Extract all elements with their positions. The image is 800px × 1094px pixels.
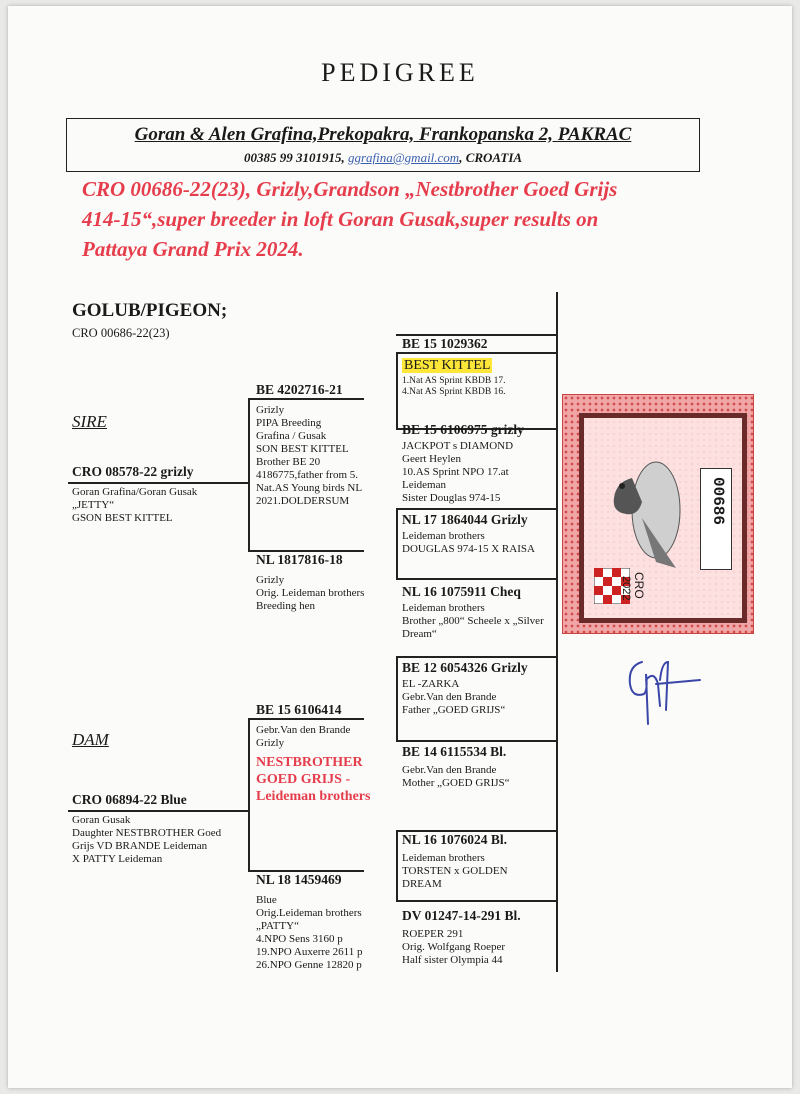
owner-box bbox=[66, 118, 700, 172]
sire-entry bbox=[72, 464, 197, 525]
tree-line bbox=[248, 718, 250, 870]
pigeon-info: EL -ZARKA Gebr.Van den Brande Father „GOED GRIJS“ bbox=[402, 678, 506, 716]
ring-number: BE 15 6106975 grizly bbox=[402, 422, 524, 437]
owner-email[interactable]: ggrafina@gmail.com bbox=[347, 150, 460, 165]
pigeon-info: Gebr.Van den Brande Grizly bbox=[256, 724, 351, 749]
sds-entry bbox=[402, 512, 535, 556]
tree-line bbox=[396, 830, 398, 900]
pigeon-label: GOLUB/PIGEON; bbox=[72, 300, 228, 321]
dam-sire-entry bbox=[256, 702, 370, 805]
stamp-number: 00686 bbox=[709, 477, 727, 526]
stamp-frame bbox=[579, 413, 747, 623]
tree-line bbox=[556, 292, 558, 972]
ring-number: CRO 08578-22 grizly bbox=[72, 464, 194, 479]
dam-dam-entry bbox=[256, 872, 363, 972]
stamp-year: 2022 bbox=[620, 576, 632, 601]
tree-line bbox=[396, 740, 556, 742]
dsd-entry bbox=[402, 744, 510, 790]
pedigree-sheet bbox=[8, 6, 792, 1088]
tree-line bbox=[396, 352, 398, 428]
ring-number: NL 16 1076024 Bl. bbox=[402, 832, 508, 847]
highlight-note: NESTBROTHER GOED GRIJS - Leideman brothers bbox=[256, 755, 371, 804]
dam-entry bbox=[72, 792, 221, 866]
pigeon-info: Goran Grafina/Goran Gusak „JETTY“ GSON BEST KITTEL bbox=[72, 486, 198, 524]
tree-line bbox=[396, 656, 398, 740]
sire-label: SIRE bbox=[72, 412, 107, 431]
ring-number: BE 12 6054326 Grizly bbox=[402, 660, 528, 675]
stamp-number-box bbox=[700, 468, 732, 570]
pigeon-info: JACKPOT s DIAMOND Geert Heylen 10.AS Sprint NPO 17.at Leideman Sister Douglas 974-15 bbox=[402, 440, 514, 504]
ddd-entry bbox=[402, 908, 521, 967]
pigeon-info: 1.Nat AS Sprint KBDB 17. 4.Nat AS Sprint KBDB 16. bbox=[402, 376, 506, 397]
pigeon-info: Leideman brothers TORSTEN x GOLDEN DREAM bbox=[402, 852, 508, 890]
tree-line bbox=[396, 656, 556, 658]
ring-number: CRO 06894-22 Blue bbox=[72, 792, 187, 807]
ring-number: BE 14 6115534 Bl. bbox=[402, 744, 507, 759]
ring-number: NL 17 1864044 Grizly bbox=[402, 512, 528, 527]
pigeon-info: Grizly Orig. Leideman brothers Breeding hen bbox=[256, 574, 365, 612]
pigeon-icon bbox=[586, 438, 696, 588]
tree-line bbox=[396, 508, 398, 578]
signature-icon bbox=[620, 650, 710, 730]
ring-number: NL 16 1075911 Cheq bbox=[402, 584, 521, 599]
owner-name: Goran & Alen Grafina,Prekopakra, Frankopanska 2, PAKRAC bbox=[134, 124, 632, 145]
pigeon-info: Grizly PIPA Breeding Grafina / Gusak SON BEST KITTEL Brother BE 20 4186775,father from 5. Nat.AS Young birds NL 2021.DOLDERSUM bbox=[256, 404, 363, 507]
sss-entry bbox=[402, 336, 505, 398]
tree-line bbox=[396, 900, 556, 902]
page-title: PEDIGREE bbox=[321, 58, 479, 87]
best-kittel-highlight: BEST KITTEL bbox=[404, 358, 491, 373]
ring-stamp bbox=[562, 394, 754, 634]
dam-label: DAM bbox=[72, 730, 109, 749]
owner-contact: 00385 99 3101915, ggrafina@gmail.com, CROATIA bbox=[243, 150, 523, 165]
pigeon-info: Blue Orig.Leideman brothers „PATTY“ 4.NPO Sens 3160 p 19.NPO Auxerre 2611 p 26.NPO Genne 12820 p bbox=[256, 894, 363, 971]
dss-entry bbox=[402, 660, 528, 717]
ring-number: NL 18 1459469 bbox=[256, 872, 342, 887]
ring-number: BE 15 6106414 bbox=[256, 702, 342, 717]
owner-country: CROATIA bbox=[465, 150, 523, 165]
pigeon-info: Leideman brothers DOUGLAS 974-15 X RAISA bbox=[402, 530, 535, 555]
dds-entry bbox=[402, 832, 508, 891]
tree-line bbox=[248, 398, 250, 550]
sire-dam-entry bbox=[256, 552, 364, 613]
pigeon-info: Gebr.Van den Brande Mother „GOED GRIJS“ bbox=[402, 764, 510, 789]
sire-sire-entry bbox=[256, 382, 362, 508]
ring-number: NL 1817816-18 bbox=[256, 552, 343, 567]
ssd-entry bbox=[402, 422, 524, 505]
headline: CRO 00686-22(23), Grizly,Grandson „Nestbrother Goed Grijs 414-15“,super breeder in loft Goran Gusak,super results on Pattaya Grand Prix 2024. bbox=[82, 177, 618, 261]
owner-phone: 00385 99 3101915, bbox=[243, 150, 345, 165]
pigeon-info: Goran Gusak Daughter NESTBROTHER Goed Grijs VD BRANDE Leideman X PATTY Leideman bbox=[72, 814, 222, 865]
pigeon-info: Leideman brothers Brother „800“ Scheele x „Silver Dream“ bbox=[402, 602, 544, 640]
ring-number: BE 15 1029362 bbox=[402, 336, 488, 351]
sdd-entry bbox=[402, 584, 544, 641]
tree-line bbox=[396, 578, 556, 580]
ring-number: DV 01247-14-291 Bl. bbox=[402, 908, 521, 923]
stamp-country: CRO bbox=[632, 572, 646, 599]
pigeon-info: ROEPER 291 Orig. Wolfgang Roeper Half sister Olympia 44 bbox=[402, 928, 506, 966]
tree-line bbox=[396, 508, 556, 510]
ring-number: BE 4202716-21 bbox=[256, 382, 343, 397]
pigeon-ring: CRO 00686-22(23) bbox=[72, 326, 170, 340]
